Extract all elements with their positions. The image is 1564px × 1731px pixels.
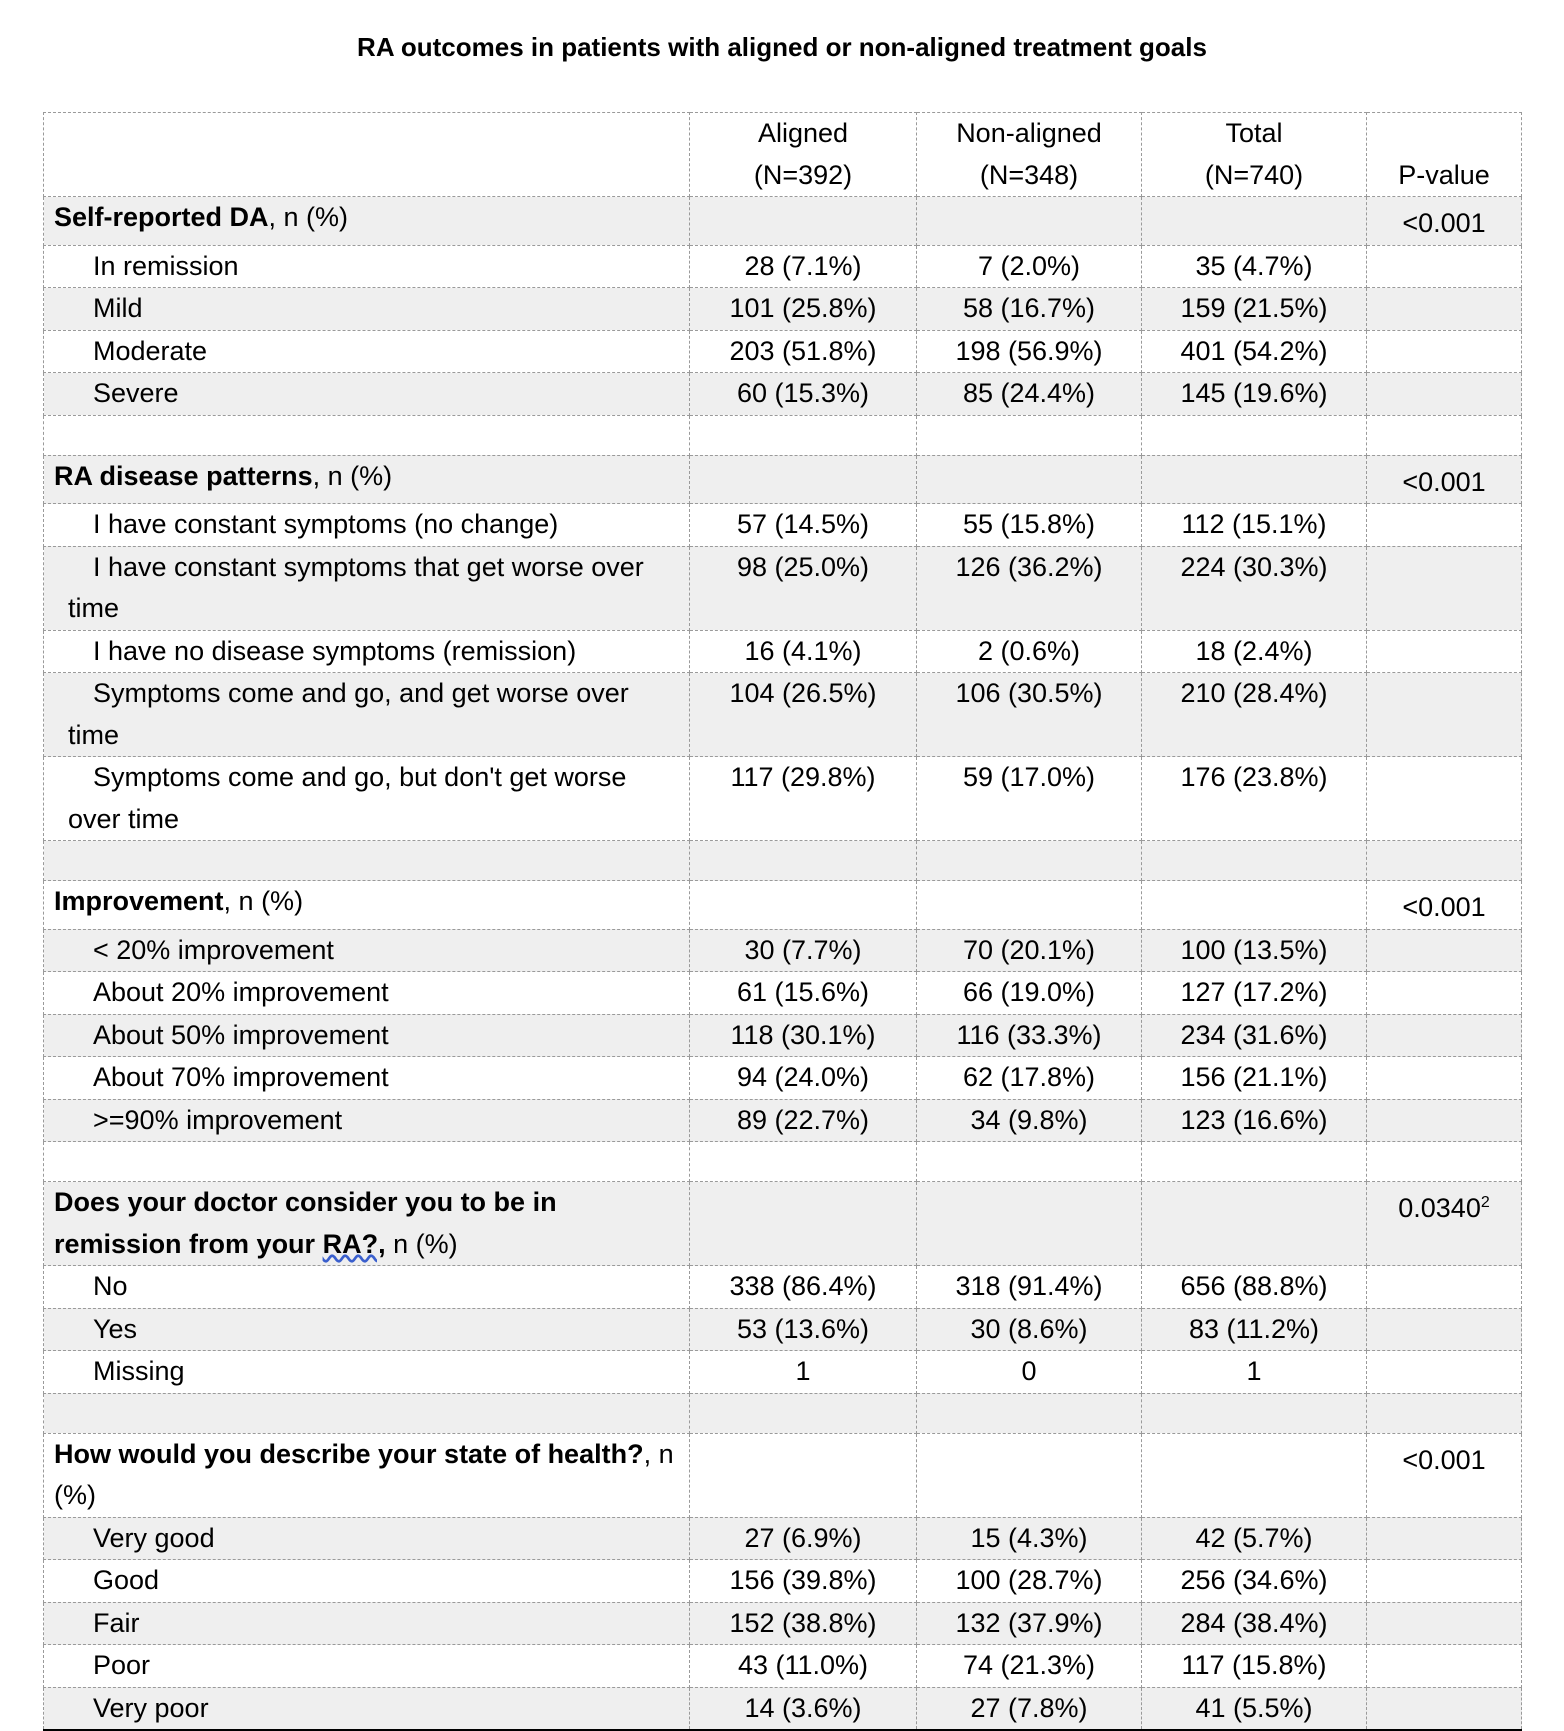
row-label: I have no disease symptoms (remission)	[44, 630, 690, 673]
section-title-bold: Does your doctor consider you to be in remission from your RA?,	[54, 1187, 557, 1259]
total-value: 42 (5.7%)	[1142, 1517, 1367, 1560]
section-header-row	[44, 197, 1522, 246]
table-row	[44, 1014, 1522, 1057]
p-value-text: <0.001	[1402, 208, 1486, 238]
table-row	[44, 288, 1522, 331]
section-header-row	[44, 1182, 1522, 1266]
empty-cell	[690, 1182, 917, 1266]
section-title-bold: How would you describe your state of health?	[54, 1438, 644, 1469]
row-label: >=90% improvement	[44, 1099, 690, 1142]
header-label: Non-aligned	[956, 118, 1102, 148]
aligned-value: 57 (14.5%)	[690, 504, 917, 547]
aligned-value: 94 (24.0%)	[690, 1057, 917, 1100]
empty-cell	[917, 841, 1142, 881]
non-aligned-value: 66 (19.0%)	[917, 972, 1142, 1015]
header-label: Aligned	[757, 118, 849, 148]
outcomes-table	[43, 112, 1522, 1731]
total-value: 35 (4.7%)	[1142, 245, 1367, 288]
table-title: RA outcomes in patients with aligned or non-aligned treatment goals	[357, 32, 1207, 62]
empty-cell	[44, 841, 690, 881]
row-label: Severe	[44, 373, 690, 416]
table-row	[44, 673, 1522, 757]
empty-cell	[917, 1393, 1142, 1433]
header-total	[1142, 113, 1367, 197]
table-row	[44, 1517, 1522, 1560]
empty-cell	[1367, 1517, 1522, 1560]
table-row	[44, 330, 1522, 373]
empty-cell	[917, 1182, 1142, 1266]
empty-cell	[1367, 841, 1522, 881]
non-aligned-value: 70 (20.1%)	[917, 929, 1142, 972]
table-row	[44, 1645, 1522, 1688]
total-value: 156 (21.1%)	[1142, 1057, 1367, 1100]
table-row	[44, 972, 1522, 1015]
section-title	[44, 1182, 690, 1266]
row-label: Poor	[44, 1645, 690, 1688]
empty-cell	[690, 197, 917, 246]
table-row	[44, 929, 1522, 972]
empty-cell	[1367, 929, 1522, 972]
row-label: Missing	[44, 1351, 690, 1394]
p-value-text: <0.001	[1402, 1444, 1486, 1475]
total-value: 176 (23.8%)	[1142, 757, 1367, 841]
p-value-text: 0.0340	[1398, 1193, 1481, 1223]
non-aligned-value: 7 (2.0%)	[917, 245, 1142, 288]
header-label: Total	[1225, 118, 1283, 148]
empty-cell	[44, 1142, 690, 1182]
aligned-value: 60 (15.3%)	[690, 373, 917, 416]
empty-cell	[690, 455, 917, 504]
row-label: < 20% improvement	[44, 929, 690, 972]
section-header-row	[44, 455, 1522, 504]
aligned-value: 14 (3.6%)	[690, 1687, 917, 1730]
table-row	[44, 1687, 1522, 1730]
header-aligned	[690, 113, 917, 197]
aligned-value: 30 (7.7%)	[690, 929, 917, 972]
empty-cell	[1142, 841, 1367, 881]
p-value-text: <0.001	[1402, 892, 1486, 922]
empty-cell	[917, 1433, 1142, 1517]
table-row	[44, 1057, 1522, 1100]
p-value	[1367, 197, 1522, 246]
empty-cell	[1367, 972, 1522, 1015]
total-value: 83 (11.2%)	[1142, 1308, 1367, 1351]
empty-cell	[1367, 373, 1522, 416]
empty-cell	[1367, 1266, 1522, 1309]
non-aligned-value: 132 (37.9%)	[917, 1602, 1142, 1645]
empty-cell	[690, 1433, 917, 1517]
empty-cell	[1142, 881, 1367, 930]
total-value: 145 (19.6%)	[1142, 373, 1367, 416]
empty-cell	[1142, 455, 1367, 504]
aligned-value: 156 (39.8%)	[690, 1560, 917, 1603]
table-row	[44, 757, 1522, 841]
table-row	[44, 630, 1522, 673]
empty-cell	[1367, 245, 1522, 288]
empty-cell	[1367, 1560, 1522, 1603]
table-row	[44, 1308, 1522, 1351]
row-label: Good	[44, 1560, 690, 1603]
empty-cell	[1367, 288, 1522, 331]
header-non-aligned	[917, 113, 1142, 197]
non-aligned-value: 27 (7.8%)	[917, 1687, 1142, 1730]
non-aligned-value: 198 (56.9%)	[917, 330, 1142, 373]
table-row	[44, 1560, 1522, 1603]
section-title-bold: Improvement	[54, 886, 224, 916]
section-title	[44, 881, 690, 930]
non-aligned-value: 59 (17.0%)	[917, 757, 1142, 841]
empty-cell	[1367, 630, 1522, 673]
header-row	[44, 113, 1522, 197]
total-value: 100 (13.5%)	[1142, 929, 1367, 972]
aligned-value: 16 (4.1%)	[690, 630, 917, 673]
row-label: Moderate	[44, 330, 690, 373]
header-n: (N=348)	[979, 159, 1079, 190]
empty-cell	[1367, 757, 1522, 841]
section-header-row	[44, 881, 1522, 930]
row-label: No	[44, 1266, 690, 1309]
aligned-value: 152 (38.8%)	[690, 1602, 917, 1645]
table-row	[44, 504, 1522, 547]
total-value: 159 (21.5%)	[1142, 288, 1367, 331]
p-value	[1367, 881, 1522, 930]
section-title-bold: Self-reported DA	[54, 202, 269, 232]
total-value: 127 (17.2%)	[1142, 972, 1367, 1015]
header-empty-cell	[44, 113, 690, 197]
empty-cell	[690, 881, 917, 930]
aligned-value: 118 (30.1%)	[690, 1014, 917, 1057]
empty-cell	[1367, 1393, 1522, 1433]
section-title-suffix: , n (%)	[268, 202, 349, 232]
row-label: About 70% improvement	[44, 1057, 690, 1100]
empty-cell	[1367, 1351, 1522, 1394]
empty-cell	[1142, 1182, 1367, 1266]
aligned-value: 53 (13.6%)	[690, 1308, 917, 1351]
total-value: 256 (34.6%)	[1142, 1560, 1367, 1603]
section-title-suffix: , n (%)	[54, 1438, 674, 1510]
total-value: 123 (16.6%)	[1142, 1099, 1367, 1142]
aligned-value: 28 (7.1%)	[690, 245, 917, 288]
section-title	[44, 1433, 690, 1517]
row-label: About 50% improvement	[44, 1014, 690, 1057]
section-title	[44, 455, 690, 504]
non-aligned-value: 74 (21.3%)	[917, 1645, 1142, 1688]
non-aligned-value: 85 (24.4%)	[917, 373, 1142, 416]
spacer-row	[44, 1393, 1522, 1433]
header-n: (N=740)	[1204, 159, 1304, 190]
non-aligned-value: 116 (33.3%)	[917, 1014, 1142, 1057]
empty-cell	[1367, 673, 1522, 757]
table-row	[44, 1351, 1522, 1394]
table-row	[44, 1266, 1522, 1309]
table-body	[44, 113, 1522, 1731]
aligned-value: 98 (25.0%)	[690, 546, 917, 630]
empty-cell	[1142, 415, 1367, 455]
section-title-suffix: , n (%)	[312, 460, 393, 491]
empty-cell	[917, 197, 1142, 246]
aligned-value: 1	[690, 1351, 917, 1394]
non-aligned-value: 106 (30.5%)	[917, 673, 1142, 757]
section-title-suffix: n (%)	[385, 1228, 458, 1259]
non-aligned-value: 55 (15.8%)	[917, 504, 1142, 547]
empty-cell	[1142, 1433, 1367, 1517]
section-title	[44, 197, 690, 246]
total-value: 112 (15.1%)	[1142, 504, 1367, 547]
total-value: 401 (54.2%)	[1142, 330, 1367, 373]
table-row	[44, 1099, 1522, 1142]
p-value-footnote: 2	[1480, 1194, 1490, 1211]
row-label: Very poor	[44, 1687, 690, 1730]
empty-cell	[690, 415, 917, 455]
spellcheck-underline: RA?,	[322, 1228, 386, 1259]
empty-cell	[917, 881, 1142, 930]
spacer-row	[44, 1142, 1522, 1182]
total-value: 1	[1142, 1351, 1367, 1394]
section-title-suffix: , n (%)	[223, 886, 304, 916]
empty-cell	[1142, 1142, 1367, 1182]
empty-cell	[1367, 1602, 1522, 1645]
non-aligned-value: 62 (17.8%)	[917, 1057, 1142, 1100]
empty-cell	[1367, 330, 1522, 373]
empty-cell	[1367, 1645, 1522, 1688]
empty-cell	[690, 1142, 917, 1182]
empty-cell	[1367, 1057, 1522, 1100]
p-value-text: <0.001	[1402, 466, 1486, 497]
total-value: 117 (15.8%)	[1142, 1645, 1367, 1688]
empty-cell	[1367, 546, 1522, 630]
non-aligned-value: 2 (0.6%)	[917, 630, 1142, 673]
empty-cell	[917, 1142, 1142, 1182]
row-label: Symptoms come and go, and get worse over time	[44, 673, 690, 757]
non-aligned-value: 30 (8.6%)	[917, 1308, 1142, 1351]
row-label: I have constant symptoms that get worse over time	[44, 546, 690, 630]
section-title-bold: RA disease patterns	[54, 460, 313, 491]
row-label: Very good	[44, 1517, 690, 1560]
header-pvalue: P-value	[1367, 113, 1522, 197]
aligned-value: 101 (25.8%)	[690, 288, 917, 331]
total-value: 41 (5.5%)	[1142, 1687, 1367, 1730]
empty-cell	[1367, 1308, 1522, 1351]
empty-cell	[917, 415, 1142, 455]
row-label: Fair	[44, 1602, 690, 1645]
row-label: About 20% improvement	[44, 972, 690, 1015]
non-aligned-value: 58 (16.7%)	[917, 288, 1142, 331]
table-row	[44, 245, 1522, 288]
non-aligned-value: 15 (4.3%)	[917, 1517, 1142, 1560]
spacer-row	[44, 415, 1522, 455]
aligned-value: 27 (6.9%)	[690, 1517, 917, 1560]
aligned-value: 117 (29.8%)	[690, 757, 917, 841]
total-value: 224 (30.3%)	[1142, 546, 1367, 630]
header-n: (N=392)	[753, 159, 853, 190]
empty-cell	[1367, 1014, 1522, 1057]
table-row	[44, 546, 1522, 630]
non-aligned-value: 126 (36.2%)	[917, 546, 1142, 630]
total-value: 284 (38.4%)	[1142, 1602, 1367, 1645]
empty-cell	[690, 841, 917, 881]
p-value	[1367, 1433, 1522, 1517]
non-aligned-value: 0	[917, 1351, 1142, 1394]
empty-cell	[1142, 1393, 1367, 1433]
empty-cell	[44, 415, 690, 455]
non-aligned-value: 318 (91.4%)	[917, 1266, 1142, 1309]
row-label: I have constant symptoms (no change)	[44, 504, 690, 547]
aligned-value: 61 (15.6%)	[690, 972, 917, 1015]
empty-cell	[690, 1393, 917, 1433]
aligned-value: 89 (22.7%)	[690, 1099, 917, 1142]
p-value	[1367, 455, 1522, 504]
empty-cell	[1367, 415, 1522, 455]
total-value: 656 (88.8%)	[1142, 1266, 1367, 1309]
total-value: 18 (2.4%)	[1142, 630, 1367, 673]
row-label: Symptoms come and go, but don't get worse over time	[44, 757, 690, 841]
aligned-value: 338 (86.4%)	[690, 1266, 917, 1309]
row-label: Yes	[44, 1308, 690, 1351]
empty-cell	[1367, 1142, 1522, 1182]
total-value: 210 (28.4%)	[1142, 673, 1367, 757]
empty-cell	[1142, 197, 1367, 246]
row-label: Mild	[44, 288, 690, 331]
row-label: In remission	[44, 245, 690, 288]
non-aligned-value: 34 (9.8%)	[917, 1099, 1142, 1142]
aligned-value: 43 (11.0%)	[690, 1645, 917, 1688]
total-value: 234 (31.6%)	[1142, 1014, 1367, 1057]
empty-cell	[44, 1393, 690, 1433]
spacer-row	[44, 841, 1522, 881]
non-aligned-value: 100 (28.7%)	[917, 1560, 1142, 1603]
aligned-value: 203 (51.8%)	[690, 330, 917, 373]
p-value	[1367, 1182, 1522, 1266]
empty-cell	[1367, 1687, 1522, 1730]
table-row	[44, 1602, 1522, 1645]
empty-cell	[1367, 1099, 1522, 1142]
aligned-value: 104 (26.5%)	[690, 673, 917, 757]
empty-cell	[917, 455, 1142, 504]
empty-cell	[1367, 504, 1522, 547]
table-row	[44, 373, 1522, 416]
section-header-row	[44, 1433, 1522, 1517]
